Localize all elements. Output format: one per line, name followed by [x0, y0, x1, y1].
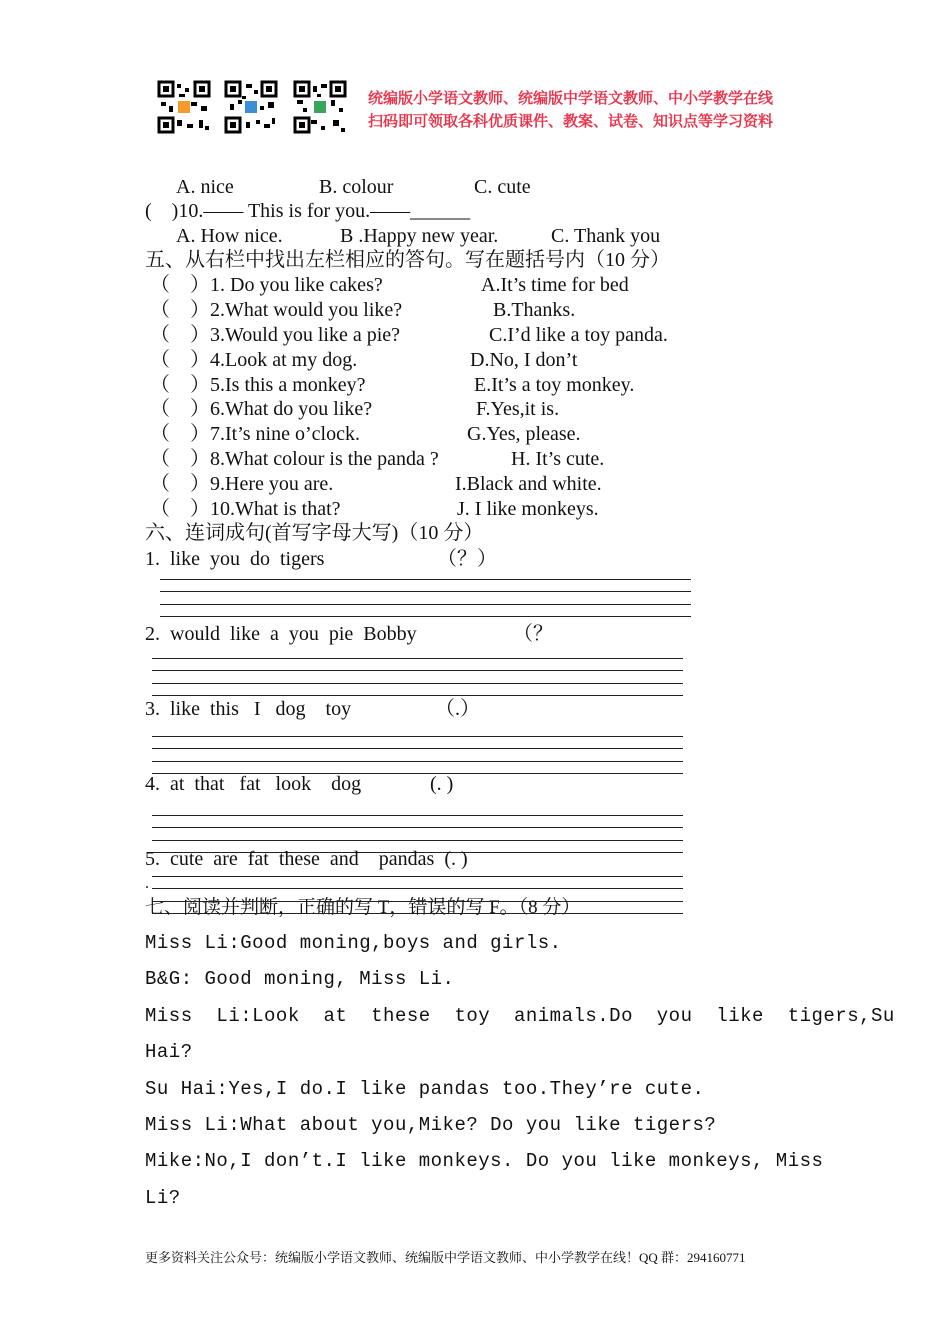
q10-stem: ( )10.—— This is for you.——______ — [145, 200, 471, 222]
match-right-a: A.It’s time for bed — [481, 274, 629, 296]
answer-line[interactable] — [152, 840, 683, 841]
reorder-punct-2: （？ — [513, 623, 553, 645]
match-left-10: （ ）10.What is that? — [150, 498, 341, 520]
match-right-e: E.It’s a toy monkey. — [474, 374, 635, 396]
answer-line[interactable] — [160, 604, 691, 605]
match-left-5: （ ）5.Is this a monkey? — [150, 374, 366, 396]
q9-option-c: C. cute — [474, 176, 531, 198]
part6-title: 六、连词成句(首写字母大写)（10 分） — [145, 522, 484, 544]
answer-line[interactable] — [152, 683, 683, 684]
q10-option-a: A. How nice. — [176, 225, 283, 247]
qr-code-3 — [293, 80, 347, 134]
reorder-item-4: 4. at that fat look dog — [145, 773, 362, 795]
part7-title: 七、阅读并判断，正确的写 T，错误的写 F。（8 分） — [145, 897, 581, 918]
qr-code-1 — [157, 80, 211, 134]
match-left-9: （ ）9.Here you are. — [150, 473, 334, 495]
answer-line[interactable] — [152, 827, 683, 828]
match-left-1: （ ）1. Do you like cakes? — [150, 274, 383, 296]
match-right-i: I.Black and white. — [455, 473, 602, 495]
reorder-item-3: 3. like this I dog toy — [145, 698, 352, 720]
header-ad-line-1: 统编版小学语文教师、统编版中学语文教师、中小学教学在线 — [368, 89, 774, 107]
q10-option-c: C. Thank you — [551, 225, 661, 247]
reorder-punct-4: (. ) — [430, 773, 454, 795]
dialogue-line-1: Miss Li:Good moning,boys and girls. — [145, 932, 562, 954]
answer-line[interactable] — [152, 901, 683, 902]
qr-code-2 — [224, 80, 278, 134]
match-right-g: G.Yes, please. — [467, 423, 581, 445]
q9-option-b: B. colour — [319, 176, 394, 198]
match-right-f: F.Yes,it is. — [476, 398, 560, 420]
footer-note: 更多资料关注公众号：统编版小学语文教师、统编版中学语文教师、中小学教学在线！QQ 群：294160771 — [145, 1250, 746, 1265]
answer-line[interactable] — [152, 815, 683, 816]
reorder-item-2: 2. would like a you pie Bobby — [145, 623, 417, 645]
answer-line[interactable] — [152, 658, 683, 659]
match-right-b: B.Thanks. — [493, 299, 576, 321]
dialogue-line-6: Miss Li:What about you,Mike? Do you like tigers? — [145, 1114, 717, 1136]
match-left-6: （ ）6.What do you like? — [150, 398, 373, 420]
dialogue-line-3: Miss Li:Look at these toy animals.Do you like tigers,Su — [145, 1005, 895, 1027]
reorder-item-1: 1. like you do tigers — [145, 548, 325, 570]
answer-line[interactable] — [160, 591, 691, 592]
dialogue-line-2: B&G: Good moning, Miss Li. — [145, 968, 455, 990]
reorder-punct-3: （.） — [435, 698, 480, 720]
stray-dot: . — [145, 875, 149, 892]
match-left-8: （ ）8.What colour is the panda ? — [150, 448, 439, 470]
match-right-j: J. I like monkeys. — [457, 498, 599, 520]
match-left-2: （ ）2.What would you like? — [150, 299, 403, 321]
answer-line[interactable] — [152, 736, 683, 737]
match-right-d: D.No, I don’t — [470, 349, 578, 371]
answer-line[interactable] — [160, 616, 691, 617]
match-right-c: C.I’d like a toy panda. — [489, 324, 668, 346]
answer-line[interactable] — [152, 695, 683, 696]
part5-title: 五、从右栏中找出左栏相应的答句。写在题括号内（10 分） — [145, 249, 670, 271]
dialogue-line-5: Su Hai:Yes,I do.I like pandas too.They’re cute. — [145, 1078, 705, 1100]
dialogue-line-4: Hai? — [145, 1041, 193, 1063]
match-left-3: （ ）3.Would you like a pie? — [150, 324, 401, 346]
answer-line[interactable] — [152, 888, 683, 889]
answer-line[interactable] — [160, 579, 691, 580]
answer-line[interactable] — [152, 761, 683, 762]
dialogue-line-8: Li? — [145, 1187, 181, 1209]
q10-option-b: B .Happy new year. — [340, 225, 499, 247]
answer-line[interactable] — [152, 670, 683, 671]
answer-line[interactable] — [152, 748, 683, 749]
answer-line[interactable] — [152, 913, 683, 914]
q9-option-a: A. nice — [176, 176, 234, 198]
dialogue-line-7: Mike:No,I don’t.I like monkeys. Do you like monkeys, Miss — [145, 1150, 824, 1172]
reorder-item-5: 5. cute are fat these and pandas (. ) — [145, 848, 468, 870]
answer-line[interactable] — [152, 876, 683, 877]
header-ad-line-2: 扫码即可领取各科优质课件、教案、试卷、知识点等学习资料 — [368, 112, 774, 130]
reorder-punct-1: （？） — [437, 548, 497, 570]
match-left-7: （ ）7.It’s nine o’clock. — [150, 423, 360, 445]
match-right-h: H. It’s cute. — [511, 448, 605, 470]
match-left-4: （ ）4.Look at my dog. — [150, 349, 358, 371]
